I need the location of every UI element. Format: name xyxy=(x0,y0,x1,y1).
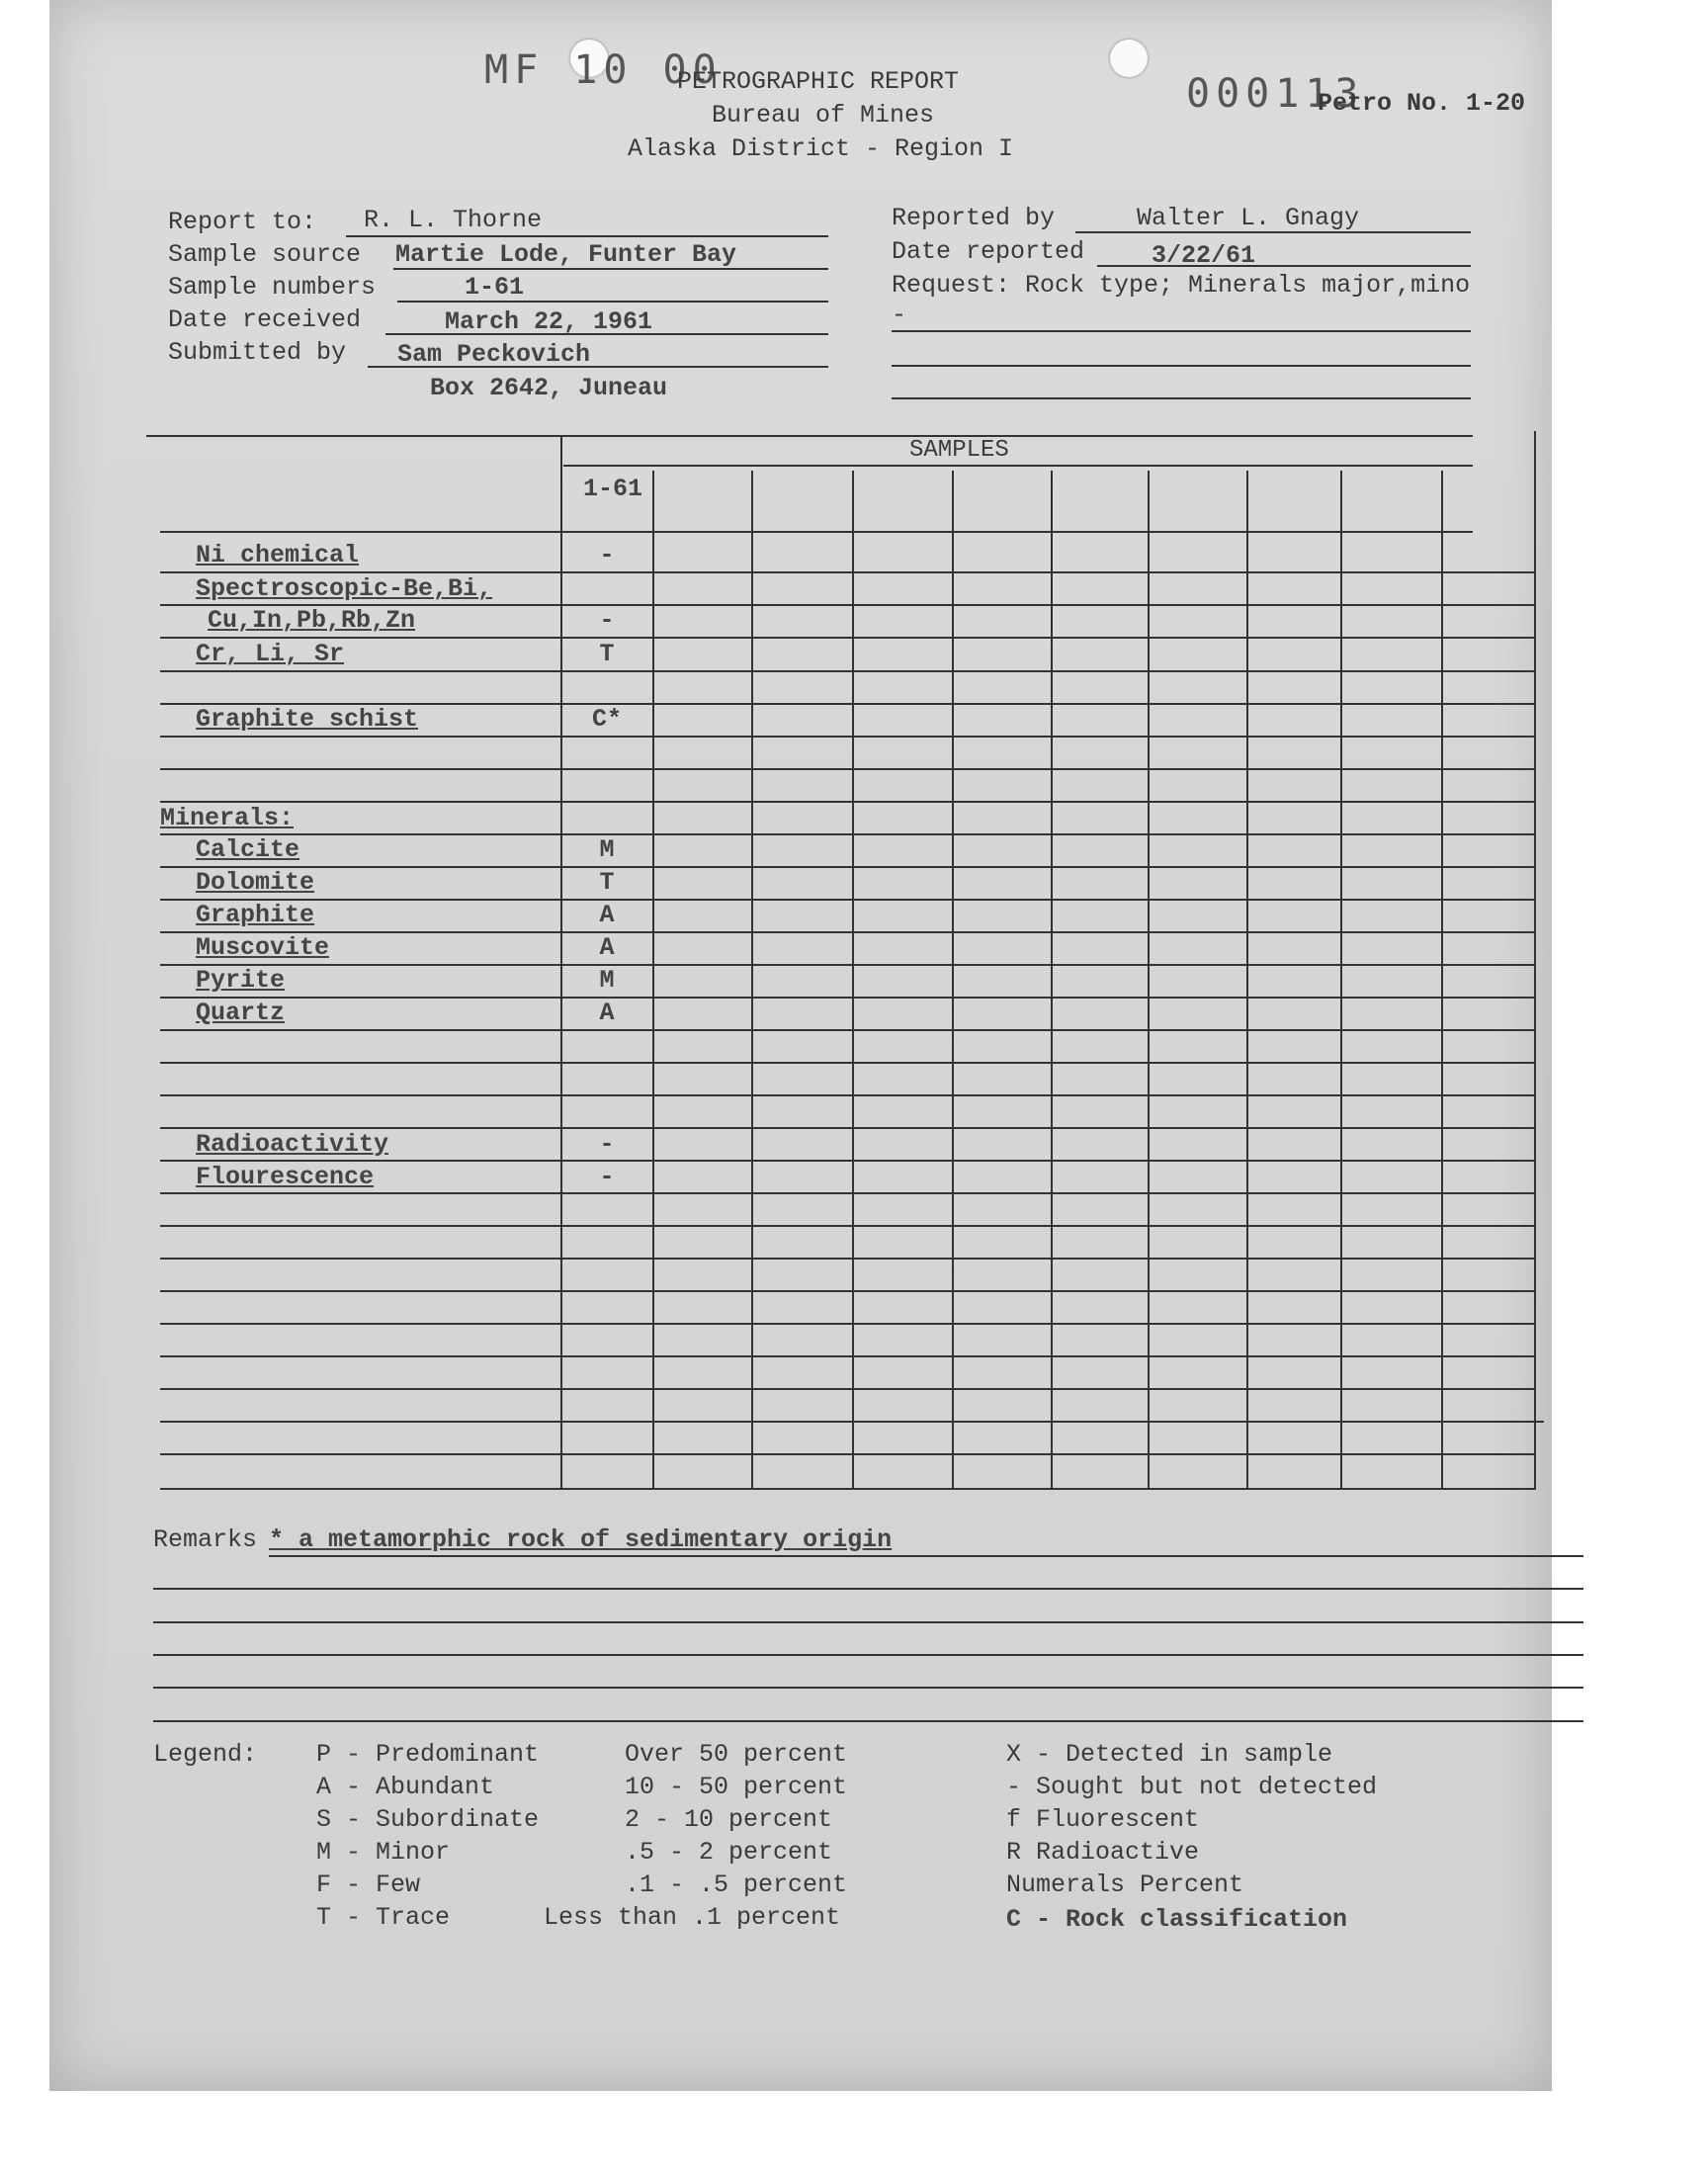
cell-dolomite: T xyxy=(599,868,615,897)
row-label-dolomite: Dolomite xyxy=(196,868,315,897)
grid-hline xyxy=(160,1029,1534,1031)
legend-code-s: S - Subordinate xyxy=(316,1805,540,1834)
legend-code-m: M - Minor xyxy=(316,1838,451,1867)
legend-code-a: A - Abundant xyxy=(316,1773,495,1801)
legend-range-t: Less than .1 percent xyxy=(544,1903,841,1932)
grid-hline xyxy=(160,1488,1534,1490)
date-received-value: March 22, 1961 xyxy=(445,307,653,336)
cell-muscovite: A xyxy=(599,933,615,962)
row-label-quartz: Quartz xyxy=(196,999,286,1027)
sample-source-value: Martie Lode, Funter Bay xyxy=(395,240,737,269)
grid-hline xyxy=(160,1323,1534,1325)
request-line2: - xyxy=(892,301,907,329)
grid-hline xyxy=(160,571,1534,573)
report-to-label: Report to: xyxy=(168,208,317,236)
request-line-2 xyxy=(892,365,1471,367)
legend-right-c: C - Rock classification xyxy=(1006,1905,1348,1934)
submitted-by-label: Submitted by xyxy=(168,338,347,367)
file-stamp: MF 10 00 xyxy=(484,47,723,93)
grid-hline xyxy=(160,997,1534,999)
grid-hline xyxy=(160,899,1534,901)
grid-vline xyxy=(1534,431,1536,1490)
legend-range-s: 2 - 10 percent xyxy=(625,1805,833,1834)
date-reported-label: Date reported xyxy=(892,237,1085,266)
cell-quartz: A xyxy=(599,999,615,1027)
submitted-by-value: Sam Peckovich xyxy=(397,340,591,369)
row-label-cr-li-sr: Cr, Li, Sr xyxy=(196,640,345,668)
grid-vline xyxy=(1148,471,1150,1490)
grid-hline xyxy=(160,637,1534,639)
cell-flourescence: - xyxy=(599,1163,615,1191)
column-header-rule xyxy=(160,531,1473,533)
grid-hline xyxy=(160,1421,1544,1423)
row-label-minerals: Minerals: xyxy=(160,804,295,832)
grid-hline xyxy=(160,1094,1534,1096)
grid-hline xyxy=(160,964,1534,966)
punch-hole-right xyxy=(1110,40,1148,77)
grid-hline xyxy=(160,670,1534,672)
row-label-radioactivity: Radioactivity xyxy=(196,1130,389,1159)
remarks-line xyxy=(153,1621,1583,1623)
report-to-value: R. L. Thorne xyxy=(364,206,543,234)
cell-graphite: A xyxy=(599,901,615,929)
cell-pyrite: M xyxy=(599,966,615,995)
samples-header-rule xyxy=(563,465,1473,467)
row-label-graphite: Graphite xyxy=(196,901,315,929)
report-title: PETROGRAPHIC REPORT xyxy=(677,67,960,96)
petro-number: Petro No. 1-20 xyxy=(1318,89,1526,118)
grid-hline xyxy=(160,1258,1534,1260)
grid-vline xyxy=(852,471,854,1490)
legend-right-f: f Fluorescent xyxy=(1006,1805,1200,1834)
request-text: Request: Rock type; Minerals major,mino xyxy=(892,271,1471,300)
grid-hline xyxy=(160,931,1534,933)
remarks-line xyxy=(153,1588,1583,1590)
legend-right-r: R Radioactive xyxy=(1006,1838,1200,1867)
grid-vline xyxy=(652,471,654,1490)
cell-calcite: M xyxy=(599,835,615,864)
sample-source-label: Sample source xyxy=(168,240,362,269)
cell-radioactivity: - xyxy=(599,1130,615,1159)
grid-vline xyxy=(1246,471,1248,1490)
grid-hline xyxy=(160,801,1534,803)
sample-numbers-label: Sample numbers xyxy=(168,273,377,302)
row-label-muscovite: Muscovite xyxy=(196,933,330,962)
legend-range-p: Over 50 percent xyxy=(625,1740,848,1769)
grid-hline xyxy=(160,1290,1534,1292)
legend-code-t: T - Trace xyxy=(316,1903,451,1932)
grid-hline xyxy=(160,1388,1534,1390)
row-label-calcite: Calcite xyxy=(196,835,300,864)
legend-right-numerals: Numerals Percent xyxy=(1006,1870,1244,1899)
grid-vline xyxy=(1051,471,1053,1490)
grid-vline xyxy=(1340,471,1342,1490)
legend-label: Legend: xyxy=(153,1740,258,1769)
grid-hline xyxy=(160,1062,1534,1064)
row-label-spectroscopic-cont: Cu,In,Pb,Rb,Zn xyxy=(208,606,416,635)
grid-hline xyxy=(160,1355,1534,1357)
row-label-pyrite: Pyrite xyxy=(196,966,286,995)
document-page xyxy=(49,0,1552,2091)
date-received-label: Date received xyxy=(168,305,362,334)
legend-right-dash: - Sought but not detected xyxy=(1006,1773,1378,1801)
remarks-line xyxy=(153,1720,1583,1722)
grid-hline xyxy=(160,1160,1534,1162)
grid-vline xyxy=(952,471,954,1490)
grid-hline xyxy=(160,1192,1534,1194)
sample-id-header: 1-61 xyxy=(583,475,643,503)
cell-graphite-schist: C* xyxy=(591,705,622,734)
remarks-line xyxy=(269,1555,1583,1557)
legend-range-a: 10 - 50 percent xyxy=(625,1773,848,1801)
reported-by-label: Reported by xyxy=(892,204,1056,232)
legend-code-f: F - Few xyxy=(316,1870,421,1899)
remarks-text: * a metamorphic rock of sedimentary origin xyxy=(269,1525,893,1554)
grid-hline xyxy=(160,736,1534,738)
cell-cr-li-sr: T xyxy=(599,640,615,668)
grid-vline xyxy=(1441,471,1443,1490)
row-label-flourescence: Flourescence xyxy=(196,1163,375,1191)
request-line-3 xyxy=(892,397,1471,399)
remarks-line xyxy=(153,1654,1583,1656)
grid-hline xyxy=(160,833,1534,835)
date-reported-value: 3/22/61 xyxy=(1152,241,1256,270)
report-subtitle-bureau: Bureau of Mines xyxy=(712,101,935,130)
grid-vline xyxy=(751,471,753,1490)
legend-range-m: .5 - 2 percent xyxy=(625,1838,833,1867)
report-to-line xyxy=(346,235,828,237)
sample-numbers-value: 1-61 xyxy=(465,273,525,302)
legend-range-f: .1 - .5 percent xyxy=(625,1870,848,1899)
grid-hline xyxy=(160,768,1534,770)
submitted-by-address: Box 2642, Juneau xyxy=(430,374,668,402)
grid-hline xyxy=(160,1453,1534,1455)
cell-ni-chemical: - xyxy=(599,541,615,569)
cell-spectroscopic: - xyxy=(599,606,615,635)
grid-hline xyxy=(160,1127,1534,1129)
legend-code-p: P - Predominant xyxy=(316,1740,540,1769)
row-label-graphite-schist: Graphite schist xyxy=(196,705,419,734)
table-top-rule xyxy=(146,435,1473,437)
report-subtitle-district: Alaska District - Region I xyxy=(628,134,1014,163)
remarks-line xyxy=(153,1687,1583,1689)
samples-header: SAMPLES xyxy=(909,437,1009,464)
document-number: 000113 xyxy=(1186,71,1365,117)
request-line-1 xyxy=(892,330,1471,332)
grid-hline xyxy=(160,866,1534,868)
legend-right-x: X - Detected in sample xyxy=(1006,1740,1333,1769)
grid-hline xyxy=(160,1225,1534,1227)
sample-numbers-line xyxy=(397,301,828,303)
reported-by-value: Walter L. Gnagy xyxy=(1137,204,1360,232)
row-label-spectroscopic: Spectroscopic-Be,Bi, xyxy=(196,574,493,603)
remarks-label: Remarks xyxy=(153,1525,258,1554)
row-label-ni-chemical: Ni chemical xyxy=(196,541,360,569)
